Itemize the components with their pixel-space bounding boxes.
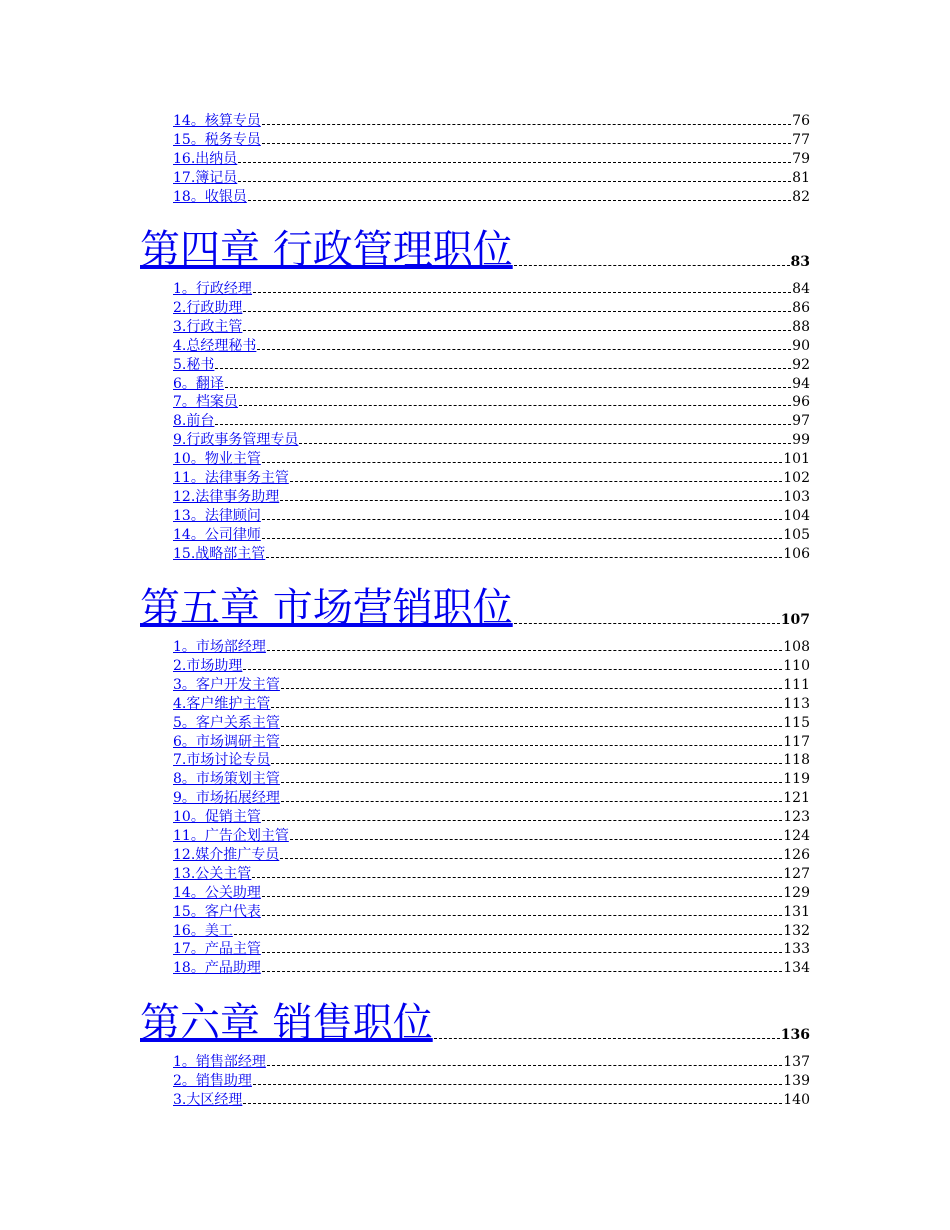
dot-leader — [271, 706, 782, 708]
chapter-title-link[interactable]: 第四章 行政管理职位 — [140, 227, 513, 273]
toc-page-number: 127 — [783, 865, 810, 882]
dot-leader — [243, 310, 791, 312]
dot-leader — [434, 1037, 780, 1039]
toc-entry-link[interactable]: 10。物业主管 — [173, 451, 261, 468]
toc-entry-link[interactable]: 2.行政助理 — [173, 299, 243, 316]
chapter-heading — [140, 580, 810, 630]
toc-page-number: 115 — [783, 714, 810, 731]
dot-leader — [234, 933, 782, 935]
toc-entry-link[interactable]: 17。产品主管 — [173, 941, 261, 958]
toc-entry-link[interactable]: 3。客户开发主管 — [173, 676, 280, 693]
chapter-title-link[interactable]: 第五章 市场营销职位 — [140, 585, 513, 631]
dot-leader — [252, 876, 782, 878]
toc-page-number: 88 — [792, 318, 810, 335]
toc-entry — [173, 1072, 810, 1091]
toc-page-number: 77 — [792, 131, 810, 148]
dot-leader — [243, 1102, 782, 1104]
toc-entry-link[interactable]: 18。收银员 — [173, 188, 247, 205]
dot-leader — [243, 329, 791, 331]
toc-entry — [173, 507, 810, 526]
chapter-page-number: 107 — [780, 612, 810, 628]
toc-page-number: 104 — [783, 507, 810, 524]
toc-entry-link[interactable]: 13.公关主管 — [173, 865, 252, 882]
toc-page-number: 79 — [792, 150, 810, 167]
toc-page-number: 106 — [783, 545, 810, 562]
dot-leader — [262, 537, 782, 539]
toc-entry — [173, 280, 810, 299]
toc-entry-link[interactable]: 7。档案员 — [173, 394, 238, 411]
dot-leader — [262, 970, 782, 972]
toc-entry-link[interactable]: 15.战略部主管 — [173, 545, 266, 562]
toc-entry-link[interactable]: 4.客户维护主管 — [173, 695, 271, 712]
dot-leader — [238, 161, 791, 163]
toc-entry — [173, 1091, 810, 1110]
toc-entry-link[interactable]: 6。翻译 — [173, 375, 224, 392]
dot-leader — [280, 857, 782, 859]
toc-entry — [173, 469, 810, 488]
toc-entry — [173, 657, 810, 676]
dot-leader — [299, 442, 791, 444]
toc-entry-link[interactable]: 13。法律顾问 — [173, 507, 261, 524]
toc-page-number: 137 — [783, 1054, 810, 1070]
dot-leader — [262, 951, 782, 953]
dot-leader — [248, 199, 791, 201]
toc-entry-link[interactable]: 2。销售助理 — [173, 1072, 252, 1089]
toc-entry-link[interactable]: 14。公司律师 — [173, 526, 261, 543]
dot-leader — [262, 461, 782, 463]
toc-entry — [173, 789, 810, 808]
dot-leader — [281, 687, 782, 689]
dot-leader — [257, 348, 791, 350]
toc-entry-link[interactable]: 12.媒介推广专员 — [173, 846, 280, 863]
toc-entry — [173, 356, 810, 375]
toc-entry-link[interactable]: 3.行政主管 — [173, 318, 243, 335]
toc-entry-link[interactable]: 1。行政经理 — [173, 281, 252, 297]
toc-entry-link[interactable]: 5。客户关系主管 — [173, 714, 280, 731]
toc-entry — [173, 131, 810, 150]
toc-page-number: 129 — [783, 884, 810, 901]
toc-page-number: 110 — [783, 657, 810, 674]
toc-page-number: 126 — [783, 846, 810, 863]
toc-entry — [173, 450, 810, 469]
dot-leader — [290, 838, 782, 840]
toc-entry — [173, 318, 810, 337]
chapter-heading — [140, 995, 810, 1045]
toc-entry — [173, 676, 810, 695]
toc-entry — [173, 112, 810, 131]
toc-page-number: 105 — [783, 526, 810, 543]
dot-leader — [281, 725, 782, 727]
toc-entry-link[interactable]: 17.簿记员 — [173, 169, 238, 186]
toc-entry — [173, 188, 810, 207]
toc-entry — [173, 638, 810, 657]
dot-leader — [262, 819, 782, 821]
toc-entry-link[interactable]: 14。公关助理 — [173, 884, 261, 901]
dot-leader — [281, 781, 782, 783]
toc-entry — [173, 169, 810, 188]
toc-entry-link[interactable]: 16。美工 — [173, 922, 233, 939]
dot-leader — [225, 386, 791, 388]
chapter-heading — [140, 222, 810, 272]
toc-page-number: 117 — [783, 733, 810, 750]
toc-entry — [173, 431, 810, 450]
toc-entry — [173, 884, 810, 903]
toc-page-number: 92 — [792, 356, 810, 373]
toc-entry — [173, 714, 810, 733]
toc-page-number: 132 — [783, 922, 810, 939]
toc-page-number: 84 — [792, 281, 810, 297]
chapter-page-number: 136 — [780, 1027, 810, 1043]
toc-entry — [173, 412, 810, 431]
dot-leader — [262, 895, 782, 897]
chapter-page-number: 83 — [790, 254, 810, 270]
toc-page-number: 86 — [792, 299, 810, 316]
dot-leader — [281, 800, 782, 802]
toc-page-number: 123 — [783, 809, 810, 826]
toc-entry-link[interactable]: 16.出纳员 — [173, 150, 238, 167]
toc-page-number: 94 — [792, 375, 810, 392]
toc-entry-link[interactable]: 10。促销主管 — [173, 809, 261, 826]
toc-entry-link[interactable]: 8。市场策划主管 — [173, 771, 280, 788]
dot-leader — [239, 404, 791, 406]
toc-entry — [173, 922, 810, 941]
dot-leader — [238, 180, 791, 182]
toc-page-number: 118 — [783, 752, 810, 769]
toc-page-number: 139 — [783, 1072, 810, 1089]
toc-page-number: 111 — [783, 676, 810, 693]
toc-entry — [173, 827, 810, 846]
dot-leader — [267, 649, 782, 651]
toc-entry — [173, 903, 810, 922]
toc-entry-link[interactable]: 14。核算专员 — [173, 113, 261, 129]
toc-entry-link[interactable]: 15。客户代表 — [173, 903, 261, 920]
toc-entry — [173, 526, 810, 545]
toc-page-number: 81 — [792, 169, 810, 186]
dot-leader — [253, 291, 791, 293]
toc-entry-link[interactable]: 2.市场助理 — [173, 657, 243, 674]
toc-page-number: 119 — [783, 771, 810, 788]
toc-page-number: 140 — [783, 1091, 810, 1108]
toc-entry — [173, 940, 810, 959]
toc-entry-link[interactable]: 5.秘书 — [173, 356, 215, 373]
toc-page-number: 101 — [783, 451, 810, 468]
toc-entry — [173, 808, 810, 827]
toc-entry — [173, 865, 810, 884]
toc-entry — [173, 299, 810, 318]
toc-entry — [173, 959, 810, 978]
dot-leader — [215, 367, 791, 369]
toc-page-number: 113 — [783, 695, 810, 712]
toc-page-number: 97 — [792, 413, 810, 430]
toc-page-number: 96 — [792, 394, 810, 411]
dot-leader — [281, 744, 782, 746]
toc-entry-link[interactable]: 8.前台 — [173, 413, 215, 430]
toc-page-number: 102 — [783, 470, 810, 486]
dot-leader — [262, 914, 782, 916]
toc-entry-link[interactable]: 12.法律事务助理 — [173, 488, 280, 505]
toc-entry-link[interactable]: 4.总经理秘书 — [173, 337, 257, 354]
toc-entry-link[interactable]: 15。税务专员 — [173, 131, 261, 148]
toc-entry-link[interactable]: 18。产品助理 — [173, 960, 261, 977]
toc-page-number: 133 — [783, 941, 810, 958]
toc-entry-link[interactable]: 7.市场讨论专员 — [173, 752, 271, 769]
dot-leader — [262, 142, 791, 144]
dot-leader — [267, 1064, 782, 1066]
toc-entry — [173, 337, 810, 356]
toc-entry — [173, 393, 810, 412]
chapter-title-link[interactable]: 第六章 销售职位 — [140, 1000, 433, 1046]
dot-leader — [266, 556, 782, 558]
toc-page-number: 134 — [783, 960, 810, 977]
dot-leader — [262, 123, 791, 125]
toc-entry-link[interactable]: 3.大区经理 — [173, 1091, 243, 1108]
toc-entry — [173, 1053, 810, 1072]
toc-page-number: 131 — [783, 903, 810, 920]
toc-page-number: 121 — [783, 790, 810, 807]
toc-entry — [173, 488, 810, 507]
toc-entry-link[interactable]: 11。法律事务主管 — [173, 470, 289, 486]
dot-leader — [514, 264, 790, 266]
toc-entry-link[interactable]: 6。市场调研主管 — [173, 733, 280, 750]
dot-leader — [253, 1083, 782, 1085]
toc-page-number: 76 — [792, 113, 810, 129]
toc-entry — [173, 751, 810, 770]
dot-leader — [271, 762, 782, 764]
toc-entry — [173, 545, 810, 564]
dot-leader — [514, 622, 780, 624]
dot-leader — [280, 499, 782, 501]
toc-page-number: 103 — [783, 488, 810, 505]
toc-entry-link[interactable]: 1。市场部经理 — [173, 639, 266, 655]
toc-entry — [173, 733, 810, 752]
toc-entry-link[interactable]: 9。市场拓展经理 — [173, 790, 280, 807]
dot-leader — [262, 518, 782, 520]
toc-page-number: 90 — [792, 337, 810, 354]
toc-entry — [173, 695, 810, 714]
toc-entry-link[interactable]: 1。销售部经理 — [173, 1054, 266, 1070]
toc-entry — [173, 846, 810, 865]
toc-entry-link[interactable]: 9.行政事务管理专员 — [173, 432, 299, 449]
dot-leader — [290, 480, 782, 482]
toc-entry — [173, 770, 810, 789]
toc-page-number: 108 — [783, 639, 810, 655]
toc-entry — [173, 375, 810, 394]
toc-page-number: 82 — [792, 188, 810, 205]
toc-entry-link[interactable]: 11。广告企划主管 — [173, 828, 289, 844]
toc-entry — [173, 150, 810, 169]
toc-page-number: 124 — [783, 828, 810, 844]
toc-page-number: 99 — [792, 432, 810, 449]
dot-leader — [243, 668, 782, 670]
dot-leader — [215, 423, 791, 425]
